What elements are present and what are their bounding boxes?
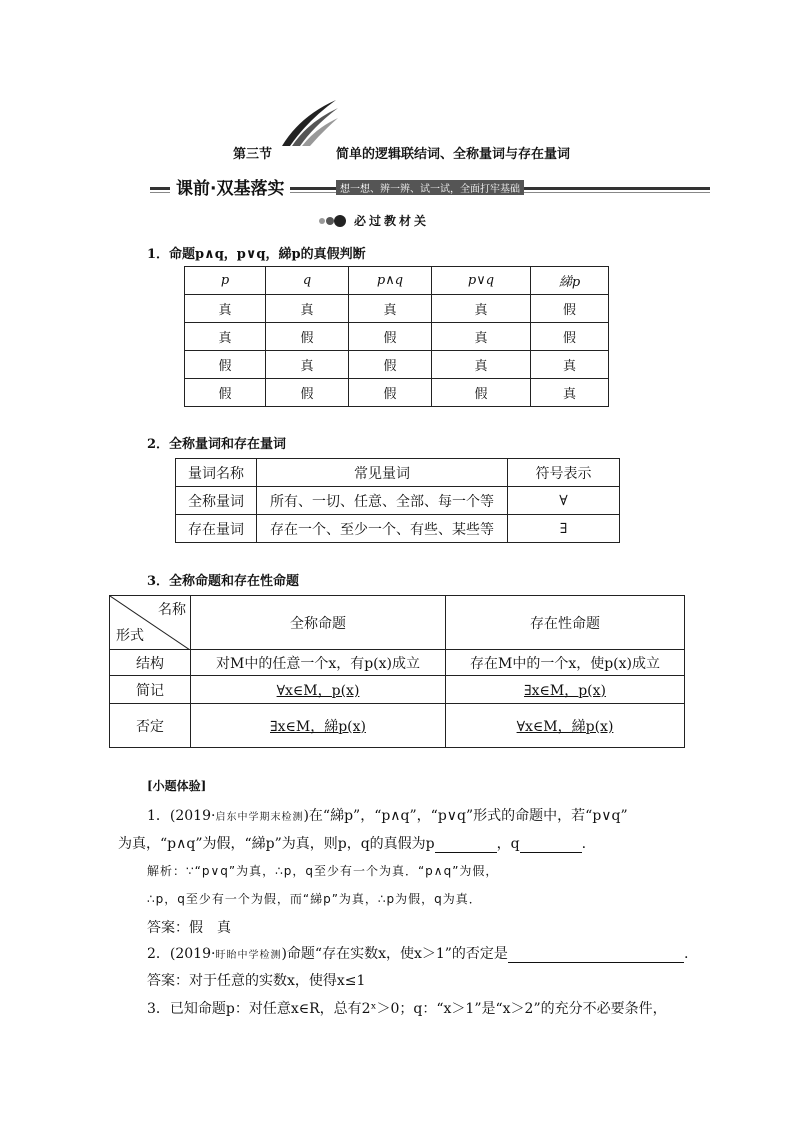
- table-cell: ∀x∈M，綈p(x): [446, 704, 685, 748]
- table-cell: 假: [185, 379, 266, 407]
- page-title: 简单的逻辑联结词、全称量词与存在量词: [336, 147, 571, 162]
- table-cell: 假: [349, 323, 432, 351]
- table-cell: 假: [266, 323, 349, 351]
- quantifier-header-symbol: 符号表示: [508, 459, 620, 487]
- question-2-end: .: [683, 946, 689, 962]
- question-1-prefix: 1．(2019·: [147, 808, 216, 824]
- table-cell: 假: [432, 379, 531, 407]
- table-cell: 假: [185, 351, 266, 379]
- answer-blank-p[interactable]: [435, 839, 497, 853]
- truth-header-or: p∨q: [432, 267, 531, 295]
- question-1-line-2: [118, 833, 586, 853]
- answer-blank-negation[interactable]: [508, 949, 684, 963]
- truth-header-not: 綈p: [531, 267, 609, 295]
- table-cell: 真: [432, 323, 531, 351]
- question-1-solution-1: 解析：∵“p∨q”为真，∴p，q至少有一个为真．“p∧q”为假，: [147, 864, 499, 878]
- table-cell: 否定: [110, 704, 191, 748]
- question-3-text: 3．已知命题p：对任意x∈R，总有2ˣ＞0；q：“x＞1”是“x＞2”的充分不必要条件，: [147, 1001, 667, 1017]
- corner-bottom-label: 形式: [116, 628, 144, 644]
- table-cell: 所有、一切、任意、全部、每一个等: [257, 487, 508, 515]
- corner-top-label: 名称: [158, 602, 186, 618]
- table-cell: 假: [531, 295, 609, 323]
- table-cell: 真: [266, 295, 349, 323]
- table-row: [110, 676, 685, 704]
- table-cell: ∃: [508, 515, 620, 543]
- table-row: [110, 650, 685, 676]
- question-1-solution-2: ∴p，q至少有一个为假，而“綈p”为真，∴p为假，q为真．: [147, 892, 482, 906]
- table-row: [185, 351, 609, 379]
- table-cell: 假: [531, 323, 609, 351]
- truth-header-and: p∧q: [349, 267, 432, 295]
- question-1-source: 启东中学期末检测: [215, 812, 304, 823]
- corner-header-cell: [110, 596, 191, 650]
- section-1-heading: 1．命题p∧q，p∨q，綈p的真假判断: [147, 247, 366, 262]
- question-1-end: .: [581, 836, 587, 852]
- table-cell: 存在一个、至少一个、有些、某些等: [257, 515, 508, 543]
- section-3-heading: 3．全称命题和存在性命题: [147, 574, 300, 589]
- table-cell: 全称量词: [176, 487, 257, 515]
- table-cell: 真: [531, 379, 609, 407]
- table-cell: 假: [266, 379, 349, 407]
- table-cell: 真: [531, 351, 609, 379]
- proposition-table: [109, 595, 685, 748]
- table-cell: 真: [432, 295, 531, 323]
- question-1-line-1: [147, 805, 628, 825]
- table-cell: ∀x∈M，p(x): [191, 676, 446, 704]
- table-row: [176, 515, 620, 543]
- question-2-line-1: [147, 943, 688, 963]
- question-1-text-a: )在“綈p”，“p∧q”，“p∨q”形式的命题中，若“p∨q”: [303, 808, 628, 824]
- table-cell: 假: [349, 379, 432, 407]
- section-label: 第三节: [233, 147, 273, 162]
- table-cell: 假: [349, 351, 432, 379]
- column-header-existential: 存在性命题: [446, 596, 685, 650]
- table-cell: 真: [349, 295, 432, 323]
- section-2-heading: 2．全称量词和存在量词: [147, 437, 287, 452]
- table-cell: 真: [185, 323, 266, 351]
- table-row: [185, 379, 609, 407]
- subheading-text: 必过教材关: [354, 214, 430, 228]
- question-2-prefix: 2．(2019·: [147, 946, 216, 962]
- question-1-text-b: 为真，“p∧q”为假，“綈p”为真，则p，q的真假为p: [118, 836, 435, 852]
- banner-subtitle: 想一想、辨一辨、试一试，全面打牢基础: [336, 180, 524, 195]
- question-1-text-c: ，q: [496, 836, 520, 852]
- table-cell: ∃x∈M，p(x): [446, 676, 685, 704]
- answer-blank-q[interactable]: [520, 839, 582, 853]
- table-row: [110, 704, 685, 748]
- table-cell: 简记: [110, 676, 191, 704]
- table-cell: 存在量词: [176, 515, 257, 543]
- quantifier-table: [175, 458, 620, 543]
- section-banner: [150, 178, 710, 198]
- column-header-universal: 全称命题: [191, 596, 446, 650]
- table-row: [185, 295, 609, 323]
- question-2-source: 盱眙中学检测: [215, 950, 282, 961]
- table-cell: 真: [185, 295, 266, 323]
- swoosh-logo-icon: [278, 96, 340, 150]
- question-2-answer: 答案：对于任意的实数x，使得x≤1: [147, 973, 366, 989]
- truth-header-p: p: [185, 267, 266, 295]
- truth-table: [184, 266, 609, 407]
- practice-label: [小题体验]: [147, 779, 207, 793]
- table-cell: 对M中的任意一个x，有p(x)成立: [191, 650, 446, 676]
- quantifier-header-common: 常见量词: [257, 459, 508, 487]
- table-cell: 存在M中的一个x，使p(x)成立: [446, 650, 685, 676]
- question-2-text: )命题“存在实数x，使x＞1”的否定是: [281, 946, 508, 962]
- banner-main-title: 课前·双基落实: [170, 174, 290, 199]
- question-1-answer: 答案：假 真: [147, 920, 231, 936]
- table-cell: ∃x∈M，綈p(x): [191, 704, 446, 748]
- quantifier-header-name: 量词名称: [176, 459, 257, 487]
- table-cell: ∀: [508, 487, 620, 515]
- truth-header-q: q: [266, 267, 349, 295]
- table-cell: 真: [432, 351, 531, 379]
- table-row: [185, 323, 609, 351]
- table-cell: 结构: [110, 650, 191, 676]
- table-cell: 真: [266, 351, 349, 379]
- table-row: [176, 487, 620, 515]
- dots-icon: [318, 214, 350, 228]
